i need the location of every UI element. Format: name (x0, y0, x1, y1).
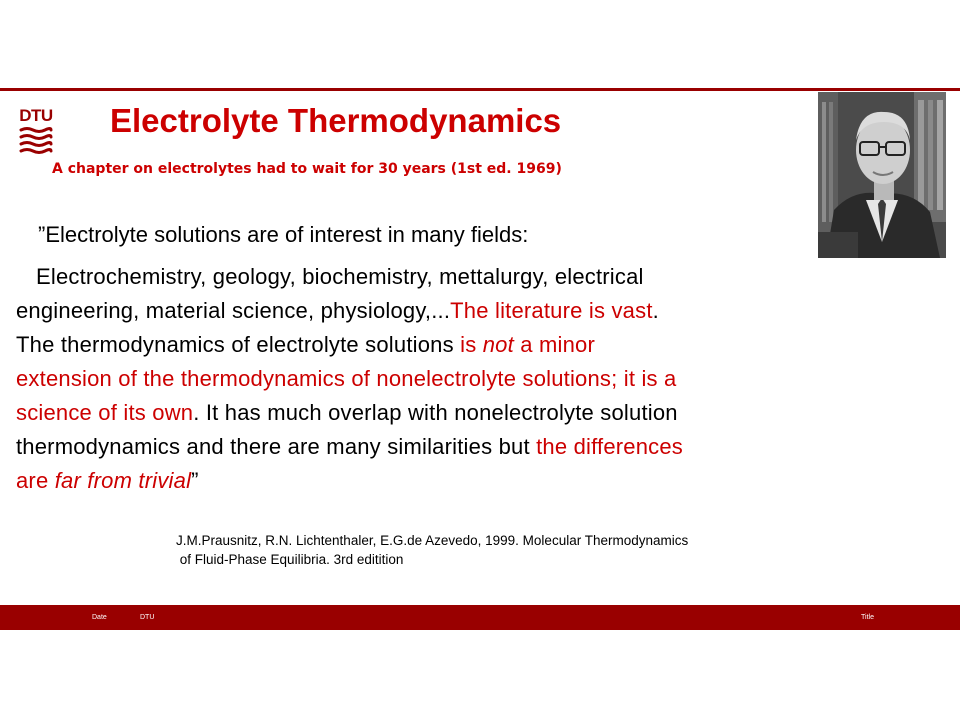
quote-line (16, 396, 866, 430)
logo-waves-icon (18, 106, 54, 162)
quote-run: science of its own (16, 400, 194, 425)
quote-opening: ”Electrolyte solutions are of interest in many fields: (38, 222, 529, 247)
quote-run: thermodynamics and there are many similarities but (16, 434, 537, 459)
quote-run: The thermodynamics of electrolyte solutions (16, 332, 461, 357)
citation (176, 531, 688, 569)
quote-run: The literature is vast (450, 298, 653, 323)
logo-text: DTU (19, 106, 53, 125)
quote-run: ” (191, 468, 199, 493)
citation-line: J.M.Prausnitz, R.N. Lichtenthaler, E.G.de Azevedo, 1999. Molecular Thermodynamics (176, 533, 689, 548)
quote-run: far from trivial (54, 468, 192, 493)
quote-run: not (482, 332, 514, 357)
dtu-logo (18, 106, 54, 162)
quote-run: extension of the thermodynamics of nonelectrolyte solutions; it is a (16, 366, 677, 391)
quote-run: engineering, material science, physiology,... (16, 298, 451, 323)
quote-run: . (652, 298, 659, 323)
slide-title: Electrolyte Thermodynamics (110, 102, 562, 139)
quote-run: is (460, 332, 483, 357)
quote-run: . It has much overlap with nonelectrolyte solution (193, 400, 678, 425)
quote-run: are (16, 468, 55, 493)
quote-line (16, 328, 866, 362)
footer-band (0, 605, 960, 630)
quote-line (16, 464, 866, 498)
portrait-photo (818, 92, 946, 258)
footer-title: Title (861, 614, 874, 621)
header-rule (0, 88, 960, 91)
citation-line: of Fluid-Phase Equilibria. 3rd editition (176, 552, 404, 567)
quote-line (16, 260, 866, 294)
quote-line (16, 294, 866, 328)
quote-line (16, 430, 866, 464)
quote-paragraph (16, 260, 866, 498)
quote-line (16, 362, 866, 396)
slide-subtitle: A chapter on electrolytes had to wait for 30 years (1st ed. 1969) (52, 161, 562, 177)
quote-run: the differences (536, 434, 683, 459)
quote-run: Electrochemistry, geology, biochemistry, mettalurgy, electrical (36, 264, 644, 289)
footer-date: Date (92, 614, 107, 621)
footer-org: DTU (140, 614, 155, 621)
quote-run: a minor (513, 332, 595, 357)
